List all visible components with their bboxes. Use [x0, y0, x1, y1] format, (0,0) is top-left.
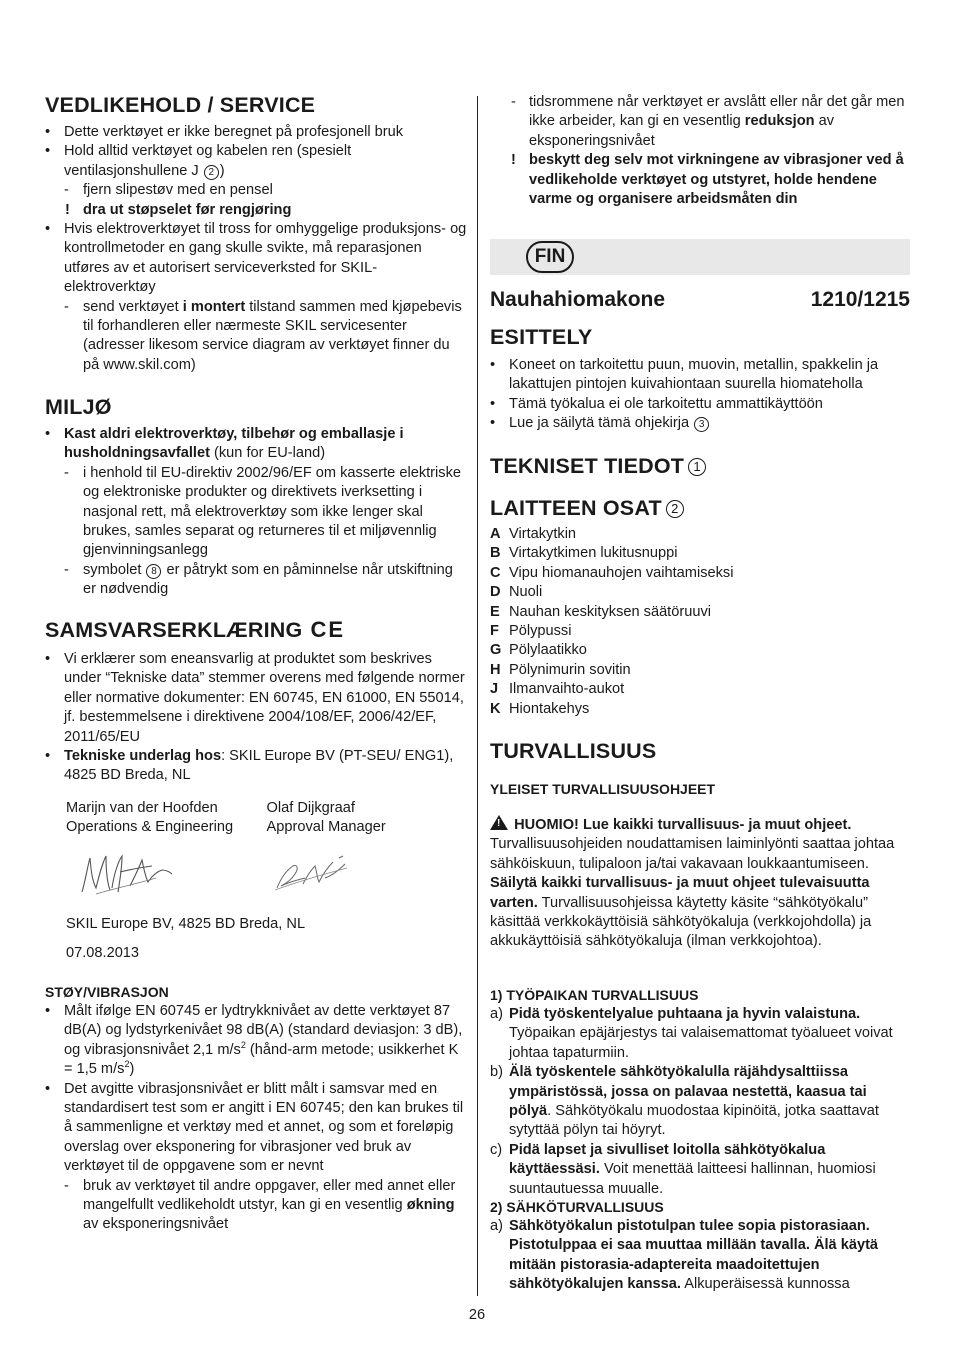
part-label: Ilmanvaihto-aukot: [509, 681, 625, 698]
language-badge: FIN: [526, 241, 574, 273]
heading-tekniset: TEKNISET TIEDOT 1: [490, 453, 910, 479]
part-letter: H: [490, 661, 501, 678]
list-item: • Hold alltid verktøyet og kabelen ren (spesielt ventilasjonshullene J 2 ): [45, 142, 467, 181]
language-bar: [490, 239, 910, 275]
parts-list-item: [490, 525, 910, 544]
list-item: • Målt ifølge EN 60745 er lydtrykknivået av dette verktøyet 87 dB(A) og lydstyrkenivået 98 dB(A) (standard deviasjon: 3 dB), og vibrasjonsnivået 2,1 $m/s^2$ (hånd-arm metode; usikkerhet K = 1,5 $m/s^2$): [45, 1002, 467, 1080]
part-label: Pölynimurin sovitin: [509, 661, 631, 678]
list-item: - symbolet 8 er påtrykt som en påminnelse når utskiftning er nødvendig: [45, 561, 467, 600]
list-item: • Hvis elektroverktøyet til tross for omhyggelige produksjons- og kontrollmetoder en gang skulle svikte, må reparasjonen utføres av et autorisert serviceverksted for SKIL-elektroverktøy: [45, 220, 467, 298]
heading-service: VEDLIKEHOLD / SERVICE: [45, 93, 316, 117]
parts-list-item: [490, 603, 910, 622]
part-letter: F: [490, 623, 499, 640]
part-letter: G: [490, 642, 502, 659]
part-letter: B: [490, 545, 501, 562]
signer-role: Operations & Engineering: [66, 819, 234, 836]
service-list: [45, 123, 467, 375]
product-title: [490, 287, 910, 313]
electrical-items: [490, 1217, 910, 1295]
list-item: - send verktøyet i montert tilstand sammen med kjøpebevis til forhandleren eller nærmeste SKIL servicesenter (adresser likesom service diagram av verktøyet finner du på www.skil.com): [45, 298, 467, 376]
parts-list-item: [490, 680, 910, 699]
heading-stoy: STØY/VIBRASJON: [45, 984, 169, 1000]
list-item: a) Pidä työskentelyalue puhtaana ja hyvin valaistuna. Työpaikan epäjärjestys tai valaisemattomat työalueet voivat johtaa tapaturmiin.: [490, 1006, 893, 1061]
list-item: - i henhold til EU-direktiv 2002/96/EF om kasserte elektriske og elektroniske produkter og direktivets iverksetting i nasjonal rett, må elektroverktøy som ikke lenger skal brukes, samles separat og returneres til et miljøvennlig gjenvinningsanlegg: [45, 464, 467, 561]
esittely-list: [490, 356, 910, 434]
list-item: • Tekniske underlag hos: SKIL Europe BV (PT-SEU/ ENG1), 4825 BD Breda, NL: [45, 747, 467, 786]
signatures: [66, 850, 467, 904]
subheading-workplace: 1) TYÖPAIKAN TURVALLISUUS: [490, 987, 699, 1003]
part-letter: J: [490, 681, 499, 698]
parts-list-item: [490, 564, 910, 583]
part-label: Vipu hiomanauhojen vaihtamiseksi: [509, 564, 734, 581]
column-divider: [477, 96, 478, 1296]
heading-samsvar: SAMSVARSERKLÆRING CE: [45, 617, 345, 642]
parts-list-item: [490, 544, 910, 563]
parts-list-item: [490, 661, 910, 680]
ref-number: 2: [204, 165, 219, 180]
ce-mark: CE: [310, 617, 345, 642]
part-label: Virtakytkimen lukitusnuppi: [509, 545, 678, 562]
list-item: c) Pidä lapset ja sivulliset loitolla sähkötyökalua käyttäessäsi. Voit menettää laitteesi hallinnan, huomiosi suuntautuessa muualle.: [490, 1141, 876, 1197]
heading-turva: TURVALLISUUS: [490, 739, 657, 763]
ref-number: 3: [694, 417, 709, 432]
part-letter: E: [490, 603, 500, 620]
samsvar-list: [45, 650, 467, 786]
list-item: a) Sähkötyökalun pistotulpan tulee sopia pistorasiaan. Pistotulppaa ei saa muuttaa millään tavalla. Älä käytä mitään pistorasia-adaptereita maadoitettujen sähkötyökalujen kanssa. Alkuperäisessä kunnossa: [490, 1218, 879, 1293]
warning-icon: [490, 815, 508, 830]
parts-list-item: [490, 622, 910, 641]
product-name: Nauhahiomakone: [490, 288, 666, 311]
miljo-list: [45, 425, 467, 600]
signature-image: [267, 848, 357, 900]
list-item: ! dra ut støpselet før rengjøring: [45, 201, 467, 220]
stoy-list: [45, 1002, 467, 1235]
parts-list-item: [490, 700, 910, 719]
list-item: • Koneet on tarkoitettu puun, muovin, metallin, spakkelin ja lakattujen pintojen kuivahiontaan suurella hiomateholla: [490, 356, 910, 395]
list-item: • Kast aldri elektroverktøy, tilbehør og emballasje i husholdningsavfallet (kun for EU-land): [45, 425, 467, 464]
page-number: 26: [468, 1307, 486, 1323]
part-label: Pölylaatikko: [509, 642, 587, 659]
parts-list-item: [490, 641, 910, 660]
part-letter: A: [490, 526, 501, 542]
vibration-continued: [490, 93, 910, 209]
warning-paragraph: ! HUOMIO! Lue kaikki turvallisuus- ja muut ohjeet. Turvallisuusohjeiden noudattamisen laiminlyönti saattaa johtaa sähköiskuun, tulipaloon ja/tai vakavaan loukkaantumiseen. Säilytä kaikki turvallisuus- ja muut ohjeet tulevaisuutta varten. Turvallisuusohjeissa käytetty käsite “sähkötyökalu” käsittää verkkokäyttöisiä sähkötyökaluja (verkkojohdolla) ja akkukäyttöisiä sähkötyökaluja (ilman verkkojohtoa).: [490, 815, 910, 952]
signer-name: Marijn van der Hoofden: [66, 800, 218, 816]
part-label: Hiontakehys: [509, 700, 590, 717]
list-item: • Dette verktøyet er ikke beregnet på profesjonell bruk: [45, 123, 467, 142]
list-item: ! beskytt deg selv mot virkningene av vibrasjoner ved å vedlikeholde verktøyet og utstyret, holde hendene varme og organisere arbeidsmåten din: [490, 151, 910, 209]
subheading-general-safety: YLEISET TURVALLISUUSOHJEET: [490, 781, 716, 797]
signer-role: Approval Manager: [266, 819, 386, 836]
part-label: Pölypussi: [509, 623, 572, 640]
list-item: - fjern slipestøv med en pensel: [45, 181, 467, 200]
part-letter: C: [490, 564, 501, 581]
part-letter: D: [490, 584, 501, 601]
part-label: Nauhan keskityksen säätöruuvi: [509, 603, 711, 620]
list-item: - bruk av verktøyet til andre oppgaver, eller med annet eller mangelfullt vedlikeholdt utstyr, kan gi en vesentlig økning av eksponeringsnivået: [45, 1177, 467, 1235]
signatories: [66, 799, 467, 838]
heading-miljo: MILJØ: [45, 395, 112, 419]
ref-number: 8: [146, 564, 161, 579]
signer-name: Olaf Dijkgraaf: [266, 800, 355, 816]
declaration-date: 07.08.2013: [66, 945, 140, 961]
ref-number: 1: [688, 458, 706, 476]
part-letter: K: [490, 700, 501, 717]
list-item: • Lue ja säilytä tämä ohjekirja 3: [490, 414, 910, 433]
part-label: Virtakytkin: [509, 526, 577, 542]
workplace-items: [490, 1005, 910, 1199]
company-address: SKIL Europe BV, 4825 BD Breda, NL: [66, 916, 306, 932]
ref-number: 2: [666, 500, 684, 518]
part-label: Nuoli: [509, 584, 543, 601]
product-model: 1210/1215: [810, 288, 910, 311]
parts-list-item: [490, 583, 910, 602]
signature-image: [66, 848, 186, 900]
list-item: • Tämä työkalua ei ole tarkoitettu ammattikäyttöön: [490, 395, 910, 414]
subheading-electrical: 2) SÄHKÖTURVALLISUUS: [490, 1199, 664, 1215]
list-item: - tidsrommene når verktøyet er avslått eller når det går men ikke arbeider, kan gi en vesentlig reduksjon av eksponeringsnivået: [490, 93, 910, 151]
heading-esittely: ESITTELY: [490, 325, 593, 349]
parts-list: [490, 525, 910, 719]
list-item: • Det avgitte vibrasjonsnivået er blitt målt i samsvar med en standardisert test som er angitt i EN 60745; den kan brukes til å sammenligne et verktøy med et annet, og som et foreløpig overslag over eksponering for vibrasjoner ved bruk av verktøyet til de oppgavene som er nevnt: [45, 1080, 467, 1177]
heading-osat: LAITTEEN OSAT 2: [490, 495, 910, 521]
list-item: b) Älä työskentele sähkötyökalulla räjähdysalttiissa ympäristössä, jossa on palavaa nestettä, kaasua tai pölyä. Sähkötyökalu muodostaa kipinöitä, jotka saattavat sytyttää pölyn tai höyryt.: [490, 1064, 879, 1139]
list-item: • Vi erklærer som eneansvarlig at produktet som beskrives under “Tekniske data” stemmer overens med følgende normer eller normative dokumenter: EN 60745, EN 61000, EN 55014, jf. bestemmelsene i direktivene 2004/108/EF, 2006/42/EF, 2011/65/EU: [45, 650, 467, 747]
